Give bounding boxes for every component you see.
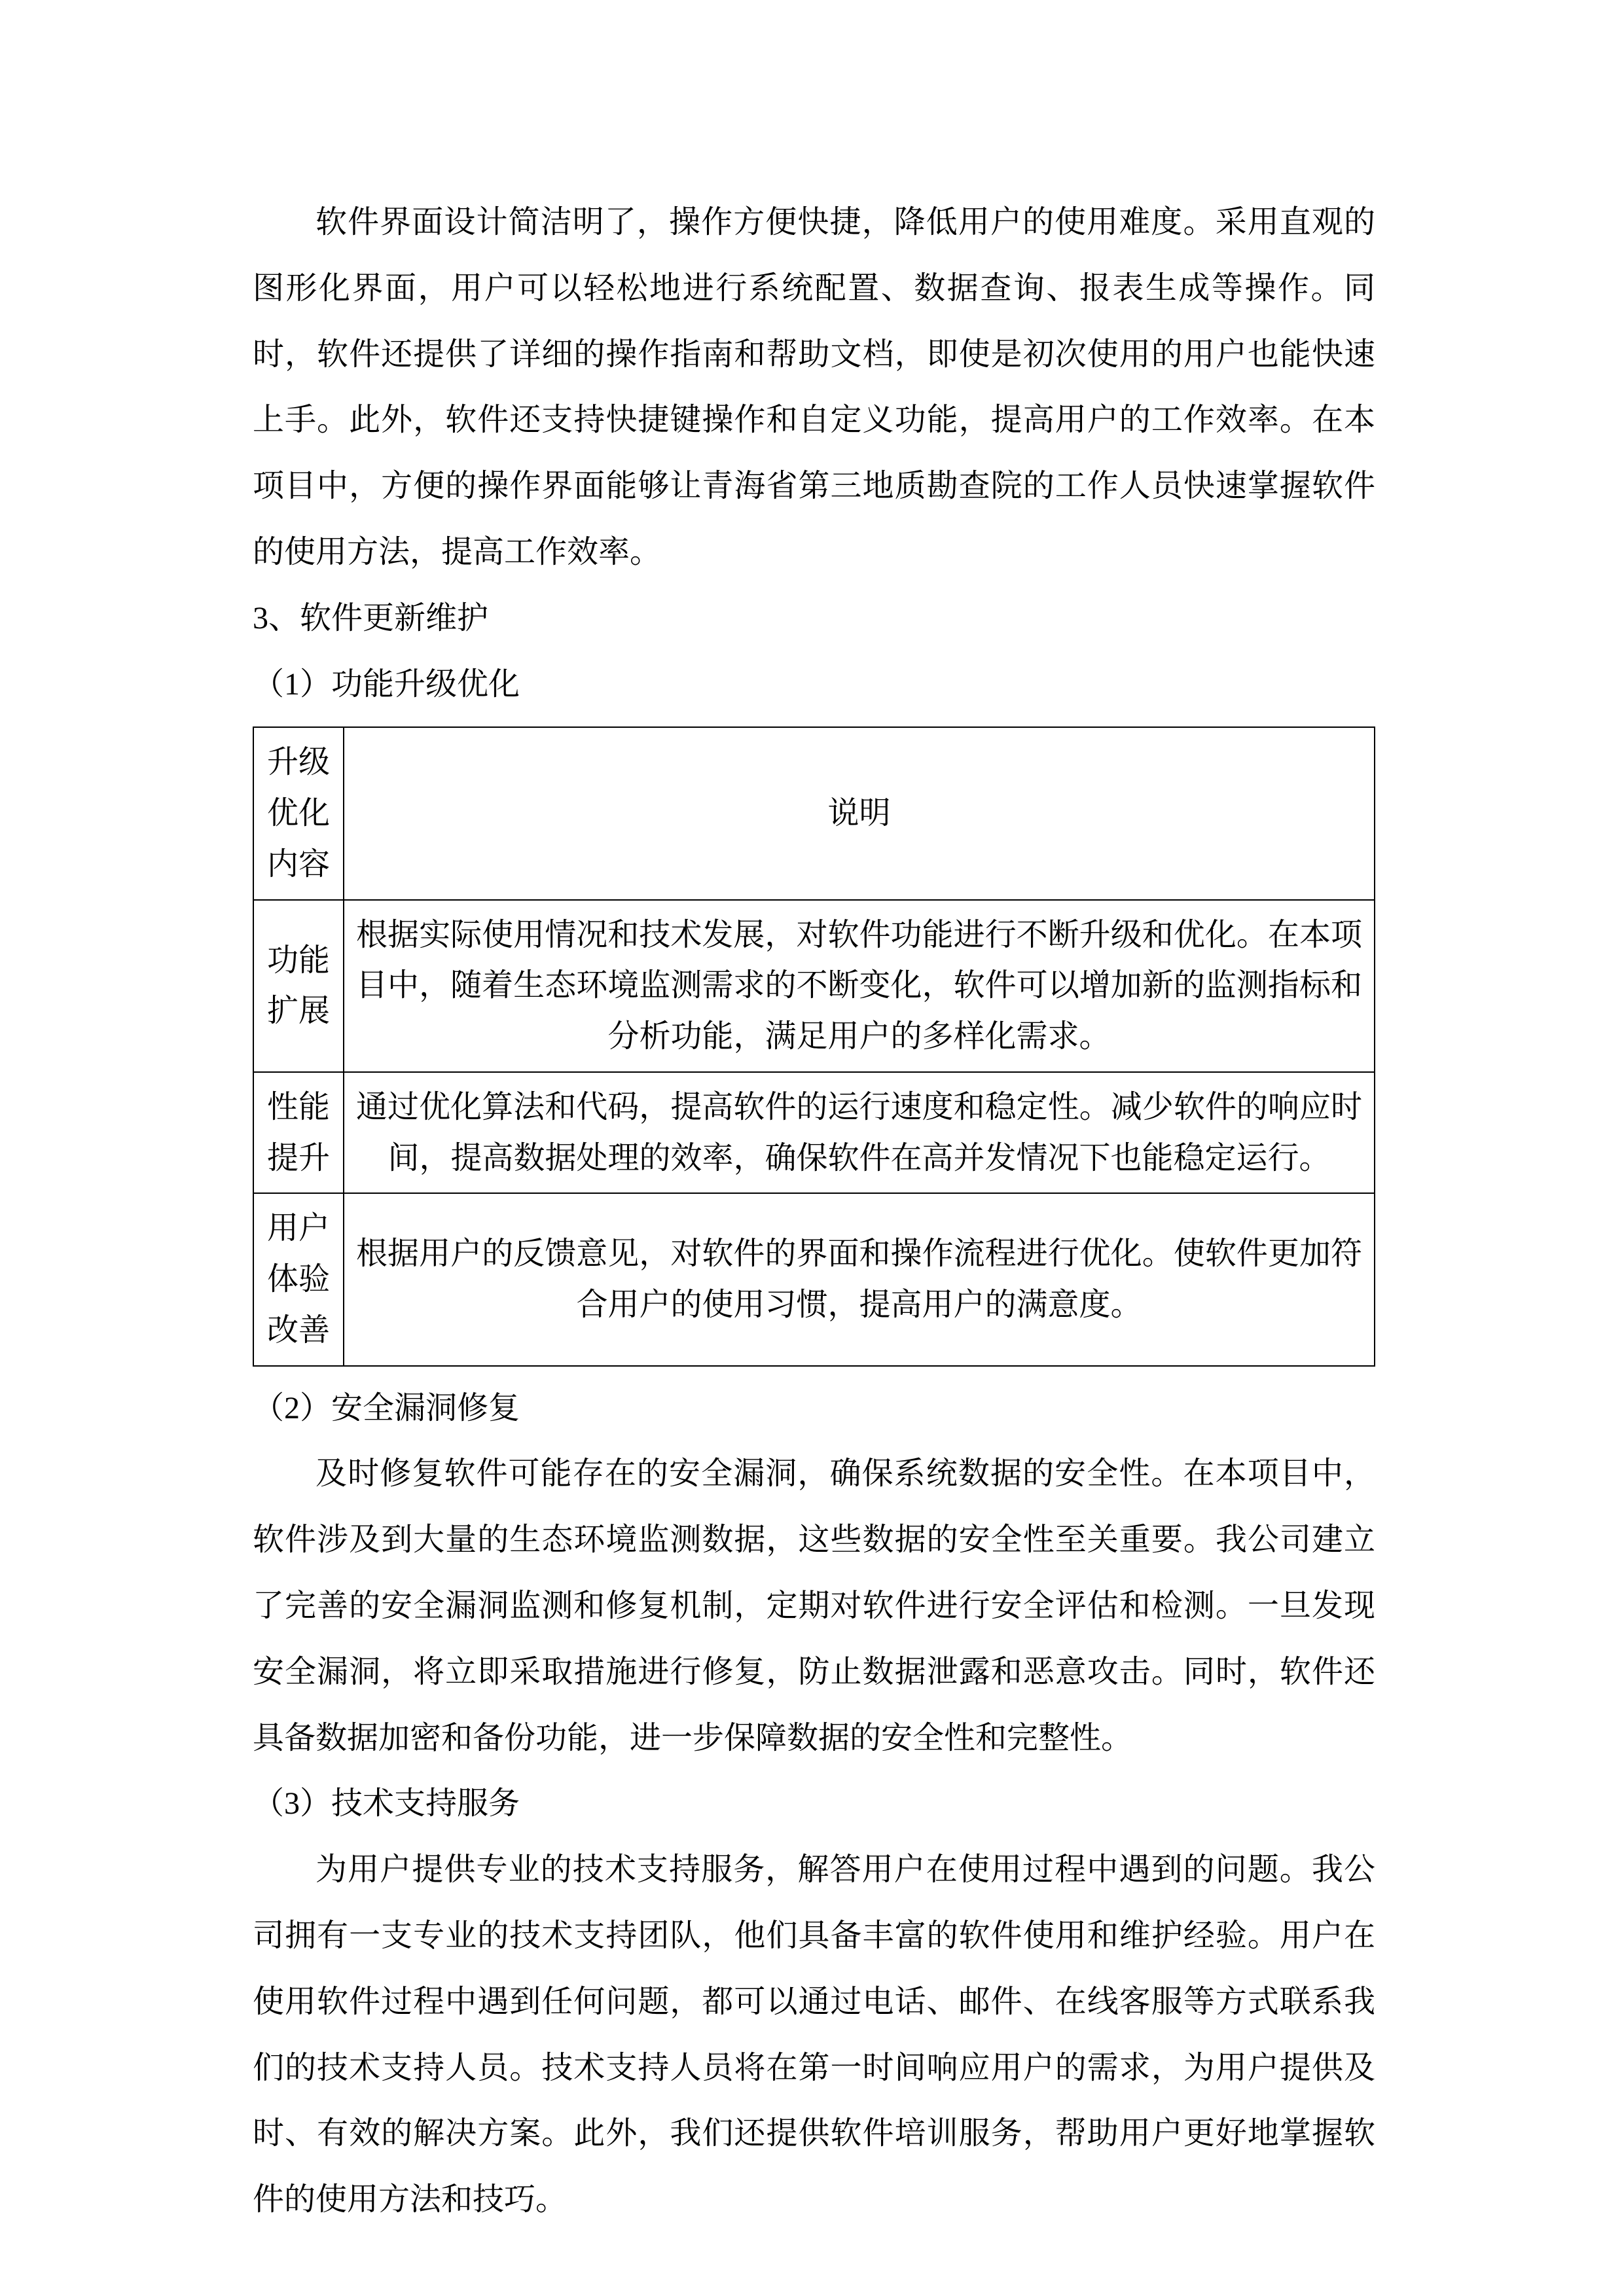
table-cell-desc-function-expand: 根据实际使用情况和技术发展，对软件功能进行不断升级和优化。在本项目中，随着生态环境监测需求的不断变化，软件可以增加新的监测指标和分析功能，满足用户的多样化需求。 [344, 900, 1375, 1072]
sub-heading-function-upgrade: （1）功能升级优化 [253, 666, 520, 702]
table-cell-label-performance: 性能提升 [253, 1072, 344, 1194]
heading-software-update-maintenance: 3、软件更新维护 [253, 600, 489, 636]
table-cell-desc-user-experience: 根据用户的反馈意见，对软件的界面和操作流程进行优化。使软件更加符合用户的使用习惯，提高用户的满意度。 [344, 1193, 1375, 1365]
sub-heading-tech-support: （3）技术支持服务 [253, 1786, 520, 1821]
paragraph-tech-support: 为用户提供专业的技术支持服务，解答用户在使用过程中遇到的问题。我公司拥有一支专业的技术支持团队，他们具备丰富的软件使用和维护经验。用户在使用软件过程中遇到任何问题，都可以通过电话、邮件、在线客服等方式联系我们的技术支持人员。技术支持人员将在第一时间响应用户的需求，为用户提供及时、有效的解决方案。此外，我们还提供软件培训服务，帮助用户更好地掌握软件的使用方法和技巧。 [253, 1852, 1375, 2217]
table-header-desc: 说明 [344, 727, 1375, 899]
table-row [253, 900, 1375, 1072]
paragraph-interface-design: 软件界面设计简洁明了，操作方便快捷，降低用户的使用难度。采用直观的图形化界面，用户可以轻松地进行系统配置、数据查询、报表生成等操作。同时，软件还提供了详细的操作指南和帮助文档，即使是初次使用的用户也能快速上手。此外，软件还支持快捷键操作和自定义功能，提高用户的工作效率。在本项目中，方便的操作界面能够让青海省第三地质勘查院的工作人员快速掌握软件的使用方法，提高工作效率。 [253, 205, 1375, 569]
upgrade-optimization-table [253, 726, 1375, 1366]
table-row [253, 1072, 1375, 1194]
table-row [253, 1193, 1375, 1365]
table-header-label: 升级优化内容 [253, 727, 344, 899]
table-cell-desc-performance: 通过优化算法和代码，提高软件的运行速度和稳定性。减少软件的响应时间，提高数据处理的效率，确保软件在高并发情况下也能稳定运行。 [344, 1072, 1375, 1194]
sub-heading-security-fix: （2）安全漏洞修复 [253, 1390, 520, 1426]
table-header-row [253, 727, 1375, 899]
paragraph-security-fix: 及时修复软件可能存在的安全漏洞，确保系统数据的安全性。在本项目中，软件涉及到大量的生态环境监测数据，这些数据的安全性至关重要。我公司建立了完善的安全漏洞监测和修复机制，定期对软件进行安全评估和检测。一旦发现安全漏洞，将立即采取措施进行修复，防止数据泄露和恶意攻击。同时，软件还具备数据加密和备份功能，进一步保障数据的安全性和完整性。 [253, 1456, 1375, 1755]
table-cell-label-user-experience: 用户体验改善 [253, 1193, 344, 1365]
table-cell-label-function-expand: 功能扩展 [253, 900, 344, 1072]
